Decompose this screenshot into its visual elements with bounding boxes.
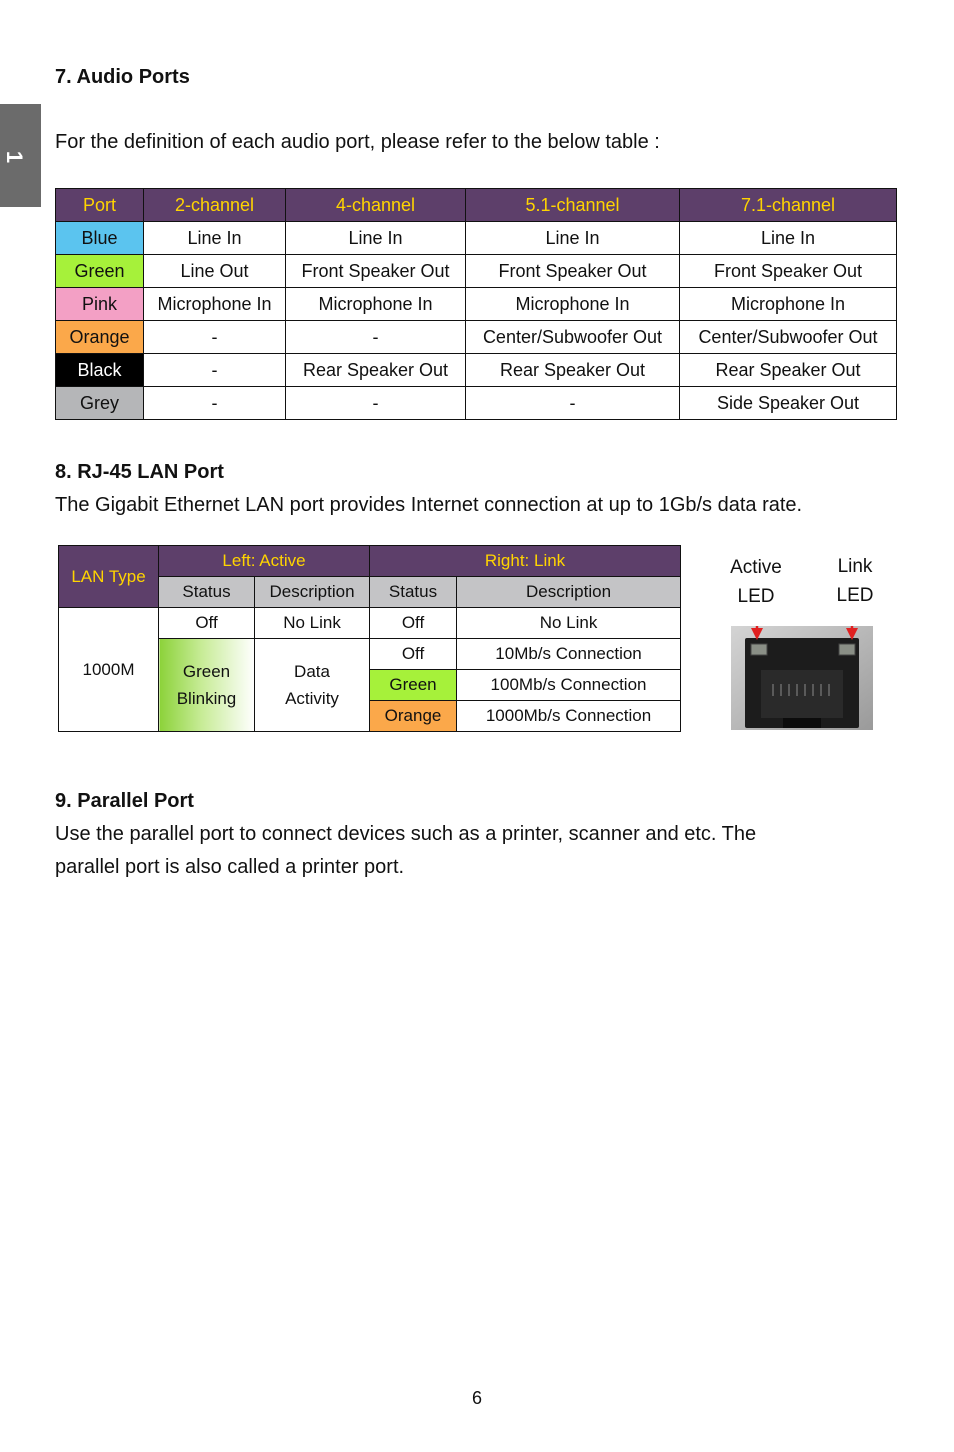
port-grey: Grey bbox=[56, 387, 144, 420]
table-cell: Side Speaker Out bbox=[680, 387, 897, 420]
table-cell: - bbox=[286, 321, 466, 354]
section9-text-line2: parallel port is also called a printer port. bbox=[55, 856, 405, 878]
port-green: Green bbox=[56, 255, 144, 288]
table-cell: - bbox=[144, 354, 286, 387]
right-link-header: Right: Link bbox=[370, 546, 681, 577]
chapter-number: 1 bbox=[2, 150, 28, 164]
port-black: Black bbox=[56, 354, 144, 387]
left-description-header: Description bbox=[255, 577, 370, 608]
blinking-label: Blinking bbox=[176, 689, 237, 708]
left-status-green-blinking bbox=[159, 639, 255, 732]
table-row bbox=[56, 387, 897, 420]
table-cell: Line In bbox=[466, 222, 680, 255]
table-cell: Front Speaker Out bbox=[680, 255, 897, 288]
active-led-word: Active bbox=[730, 557, 782, 578]
section9-text-line1: Use the parallel port to connect devices such as a printer, scanner and etc. The bbox=[55, 823, 757, 845]
lan-type-value: 1000M bbox=[59, 608, 159, 732]
table-cell: Line Out bbox=[144, 255, 286, 288]
audio-table-header-row bbox=[56, 189, 897, 222]
section8-text: The Gigabit Ethernet LAN port provides Internet connection at up to 1Gb/s data rate. bbox=[55, 494, 803, 516]
right-desc-cell: 100Mb/s Connection bbox=[457, 670, 681, 701]
port-orange: Orange bbox=[56, 321, 144, 354]
right-status-green: Green bbox=[370, 670, 457, 701]
table-cell: Microphone In bbox=[144, 288, 286, 321]
lan-led-table bbox=[58, 545, 681, 732]
right-desc-cell: 10Mb/s Connection bbox=[457, 639, 681, 670]
left-desc-no-link: No Link bbox=[255, 608, 370, 639]
section9-title: 9. Parallel Port bbox=[55, 790, 194, 812]
table-cell: Microphone In bbox=[466, 288, 680, 321]
right-status-orange: Orange bbox=[370, 701, 457, 732]
audio-ports-table bbox=[55, 188, 897, 420]
header-port: Port bbox=[56, 189, 144, 222]
active-led-label bbox=[716, 553, 796, 611]
table-row bbox=[56, 321, 897, 354]
right-desc-cell: No Link bbox=[457, 608, 681, 639]
table-cell: Front Speaker Out bbox=[466, 255, 680, 288]
table-cell: - bbox=[144, 321, 286, 354]
chapter-tab bbox=[0, 104, 41, 207]
rj45-port-image bbox=[731, 626, 873, 730]
table-cell: - bbox=[286, 387, 466, 420]
table-row bbox=[56, 288, 897, 321]
right-desc-cell: 1000Mb/s Connection bbox=[457, 701, 681, 732]
table-row bbox=[56, 255, 897, 288]
header-71ch: 7.1-channel bbox=[680, 189, 897, 222]
table-cell: Center/Subwoofer Out bbox=[466, 321, 680, 354]
right-description-header: Description bbox=[457, 577, 681, 608]
left-active-header: Left: Active bbox=[159, 546, 370, 577]
left-status-off: Off bbox=[159, 608, 255, 639]
right-status-header: Status bbox=[370, 577, 457, 608]
table-row bbox=[56, 354, 897, 387]
table-cell: Rear Speaker Out bbox=[680, 354, 897, 387]
table-row bbox=[56, 222, 897, 255]
table-cell: Rear Speaker Out bbox=[286, 354, 466, 387]
active-led-suffix: LED bbox=[737, 586, 775, 607]
table-cell: - bbox=[466, 387, 680, 420]
section7-intro: For the definition of each audio port, please refer to the below table : bbox=[55, 131, 660, 153]
left-desc-data-activity bbox=[255, 639, 370, 732]
table-cell: Line In bbox=[680, 222, 897, 255]
page-number: 6 bbox=[471, 1388, 482, 1408]
green-label: Green bbox=[182, 662, 231, 681]
lan-type-header: LAN Type bbox=[59, 546, 159, 608]
header-4ch: 4-channel bbox=[286, 189, 466, 222]
right-status-cell: Off bbox=[370, 639, 457, 670]
header-2ch: 2-channel bbox=[144, 189, 286, 222]
activity-label: Activity bbox=[285, 689, 339, 708]
table-cell: Line In bbox=[286, 222, 466, 255]
right-status-cell: Off bbox=[370, 608, 457, 639]
port-pink: Pink bbox=[56, 288, 144, 321]
port-blue: Blue bbox=[56, 222, 144, 255]
table-cell: Rear Speaker Out bbox=[466, 354, 680, 387]
table-cell: Microphone In bbox=[286, 288, 466, 321]
table-cell: Center/Subwoofer Out bbox=[680, 321, 897, 354]
table-cell: - bbox=[144, 387, 286, 420]
table-cell: Microphone In bbox=[680, 288, 897, 321]
section8-title: 8. RJ-45 LAN Port bbox=[55, 461, 224, 483]
data-label: Data bbox=[294, 662, 330, 681]
link-led-word: Link bbox=[837, 556, 873, 577]
link-led-label bbox=[815, 552, 895, 610]
section7-title: 7. Audio Ports bbox=[55, 66, 190, 88]
link-led-suffix: LED bbox=[836, 585, 874, 606]
table-cell: Line In bbox=[144, 222, 286, 255]
table-cell: Front Speaker Out bbox=[286, 255, 466, 288]
left-status-header: Status bbox=[159, 577, 255, 608]
header-51ch: 5.1-channel bbox=[466, 189, 680, 222]
